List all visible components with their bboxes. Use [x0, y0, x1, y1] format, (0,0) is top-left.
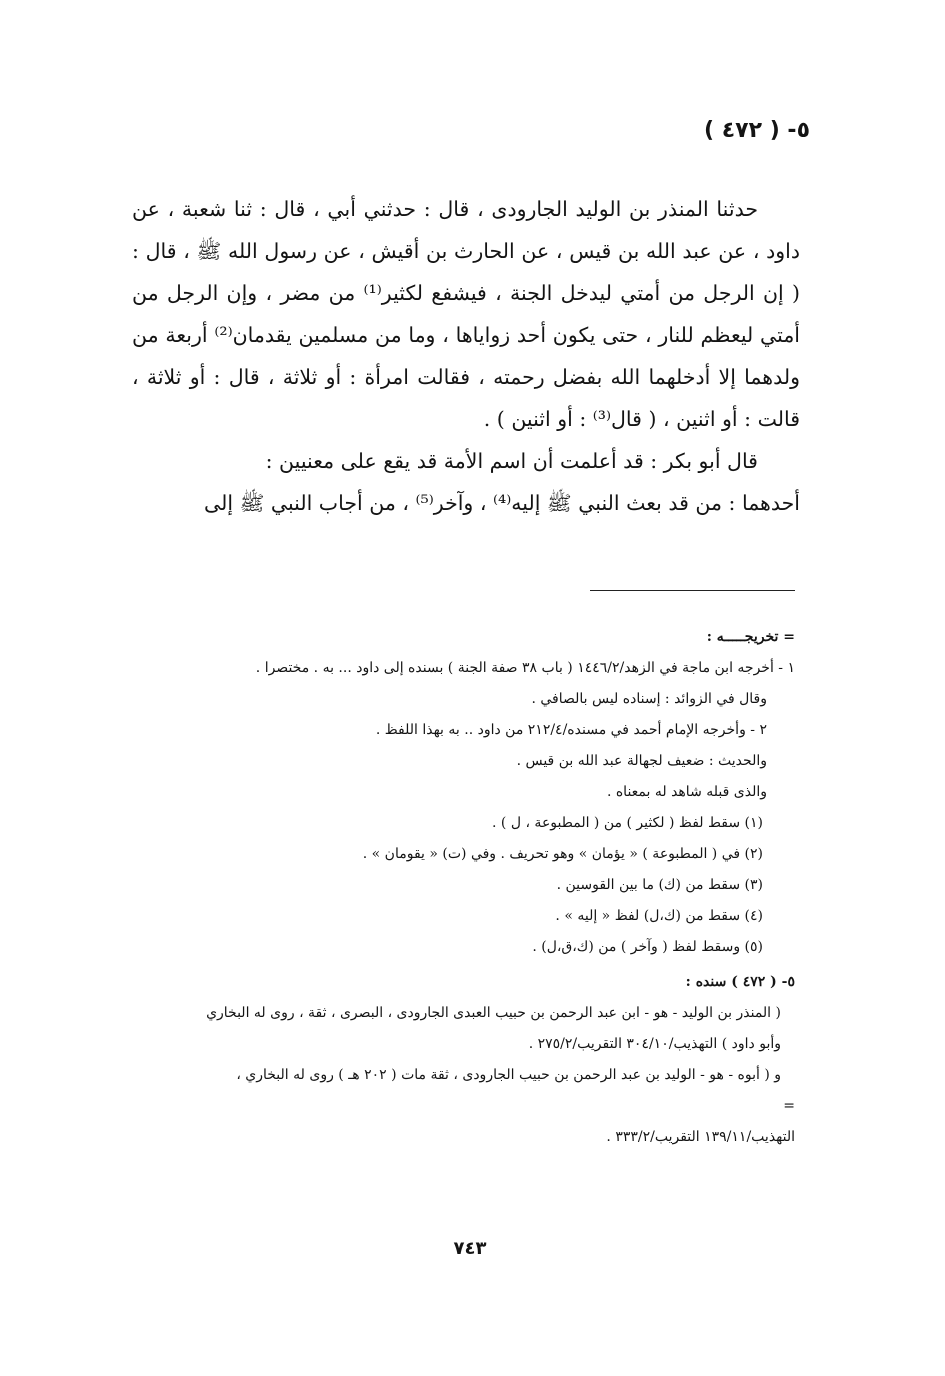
footnote-2: (٢) في ( المطبوعة ) « يؤمان » وهو تحريف . وفي (ت) « يقومان » . — [362, 846, 763, 862]
footnote-4: (٤) سقط من (ك،ل) لفظ « إليه » . — [555, 908, 763, 924]
footnote-1: (١) سقط لفظ ( لكثير ) من ( المطبوعة ، ل ) . — [492, 815, 763, 831]
commentary-continuation: أحدهما : من قد بعث النبي ﷺ إليه⁽⁴⁾ ، وآخر⁽⁵⁾ ، من أجاب النبي ﷺ إلى — [204, 491, 800, 515]
footnote-5: (٥) وسقط لفظ ( وآخر ) من (ك،ق،ل) . — [532, 939, 763, 955]
page-number: ٧٤٣ — [453, 1238, 487, 1259]
sanad-note-2b: التهذيب/١٣٩/١١ التقريب/٣٣٣/٢ . — [606, 1129, 795, 1145]
takhrij-note-2: ٢ - وأخرجه الإمام أحمد في مسنده/٢١٢/٤ من داود .. به بهذا اللفظ . — [375, 722, 767, 738]
takhrij-note-1b: وقال في الزوائد : إسناده ليس بالصافي . — [531, 691, 767, 707]
sanad-note-1: ( المنذر بن الوليد - هو - ابن عبد الرحمن بن حبيب العبدى الجارودى ، البصرى ، ثقة ، روى له البخاري — [206, 1005, 781, 1021]
sanad-note-2: و ( أبوه - هو - الوليد بن عبد الرحمن بن حبيب الجارودى ، ثقة مات ( ٢٠٢ هـ ) روى له البخاري ، — [236, 1067, 781, 1083]
footnotes — [135, 622, 795, 1153]
main-text — [132, 188, 800, 524]
footnote-3: (٣) سقط من (ك) ما بين القوسين . — [556, 877, 763, 893]
footnote-separator — [590, 590, 795, 591]
takhrij-note-2c: والذى قبله شاهد له بمعناه . — [606, 784, 767, 800]
sanad-note-1b: وأبو داود ) التهذيب/٣٠٤/١٠ التقريب/٢٧٥/٢ . — [528, 1036, 781, 1052]
takhrij-note-1: ١ - أخرجه ابن ماجة في الزهد/١٤٤٦/٢ ( باب ٣٨ صفة الجنة ) بسنده إلى داود ... به . مختصرا . — [255, 660, 795, 676]
hadith-number-heading: ٥- ( ٤٧٢ ) — [704, 118, 810, 143]
takhrij-title: = تخريجـــــه : — [706, 629, 795, 645]
commentary-line: قال أبو بكر : قد أعلمت أن اسم الأمة قد يقع على معنيين : — [265, 449, 758, 473]
sanad-title: ٥- ( ٤٧٢ ) سنده : — [685, 974, 795, 990]
continuation-mark: = — [783, 1098, 795, 1114]
hadith-text: حدثنا المنذر بن الوليد الجارودى ، قال : حدثني أبي ، قال : ثنا شعبة ، عن داود ، عن عبد الله بن قيس ، عن الحارث بن أقيش ، عن رسول الله ﷺ ، قال : ( إن الرجل من أمتي ليدخل الجنة ، فيشفع لكثير⁽¹⁾ من مضر ، وإن الرجل من أمتي ليعظم للنار ، حتى يكون أحد زواياها ، وما من مسلمين يقدمان⁽²⁾ أربعة من ولدهما إلا أدخلهما الله بفضل رحمته ، فقالت امرأة : أو ثلاثة ، قال : أو ثلاثة ، قالت : أو اثنين ، ( قال⁽³⁾ : أو اثنين ) . — [132, 197, 801, 431]
takhrij-note-2b: والحديث : ضعيف لجهالة عبد الله بن قيس . — [516, 753, 767, 769]
